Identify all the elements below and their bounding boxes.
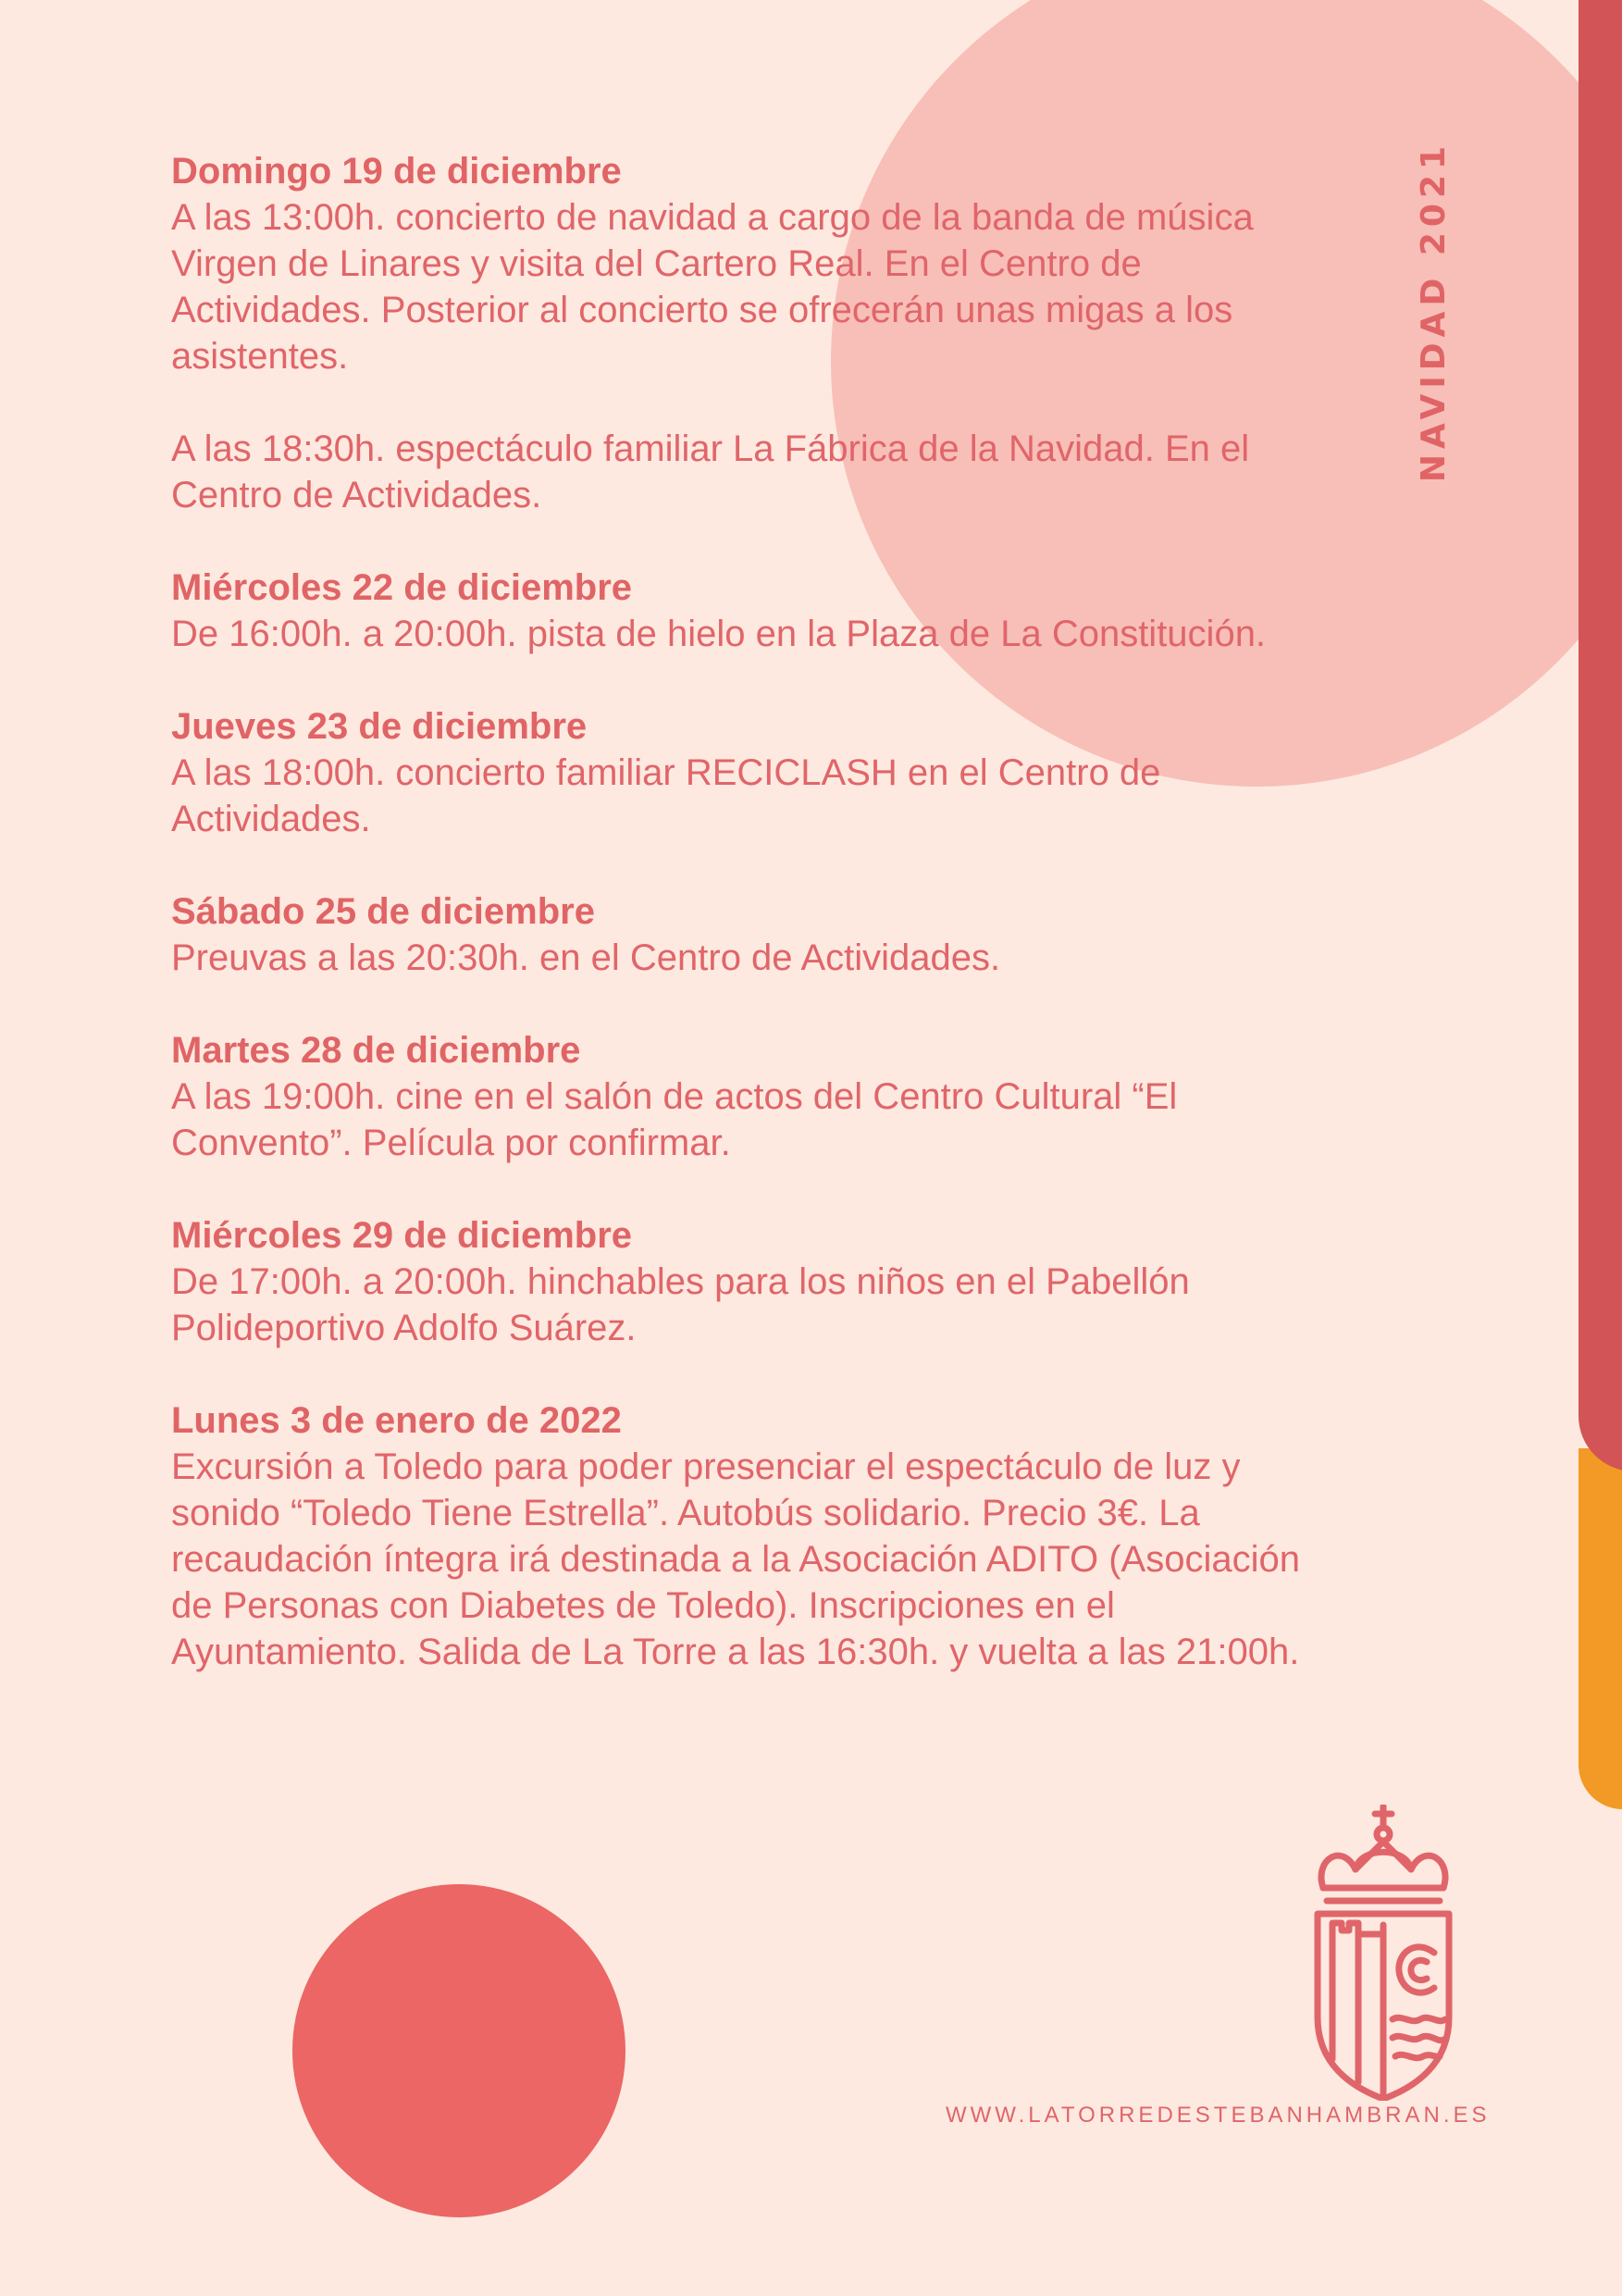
event-date: Miércoles 22 de diciembre [171,567,633,608]
event-block [171,148,1309,518]
event-description: A las 19:00h. cine en el salón de actos del Centro Cultural “El Convento”. Película por confirmar. [171,1076,1178,1163]
municipal-crest-icon [1305,1805,1462,2101]
side-band-red [1579,0,1622,1471]
event-date: Martes 28 de diciembre [171,1030,581,1071]
event-block [171,565,1309,657]
event-block [171,1027,1309,1166]
event-block [171,1397,1309,1675]
event-date: Sábado 25 de diciembre [171,891,595,932]
side-title-text: NAVIDAD 2021 [1415,140,1454,482]
event-date: Lunes 3 de enero de 2022 [171,1400,622,1441]
event-description: A las 18:00h. concierto familiar RECICLASH en el Centro de Actividades. [171,752,1161,839]
event-description: Preuvas a las 20:30h. en el Centro de Actividades. [171,937,1001,978]
event-date: Miércoles 29 de diciembre [171,1215,633,1256]
events-list [171,148,1309,1721]
event-date: Jueves 23 de diciembre [171,706,588,747]
event-description: De 17:00h. a 20:00h. hinchables para los niños en el Pabellón Polideportivo Adolfo Suárez. [171,1261,1190,1348]
decorative-small-circle [292,1884,625,2217]
side-band-orange [1579,1448,1622,1809]
event-block [171,1212,1309,1351]
event-description: A las 18:30h. espectáculo familiar La Fábrica de la Navidad. En el Centro de Actividades. [171,428,1250,515]
website-url[interactable]: WWW.LATORREDESTEBANHAMBRAN.ES [946,2103,1491,2128]
event-description: De 16:00h. a 20:00h. pista de hielo en la Plaza de La Constitución. [171,614,1267,654]
event-date: Domingo 19 de diciembre [171,151,622,192]
side-title [1408,140,1460,482]
event-description: Excursión a Toledo para poder presenciar el espectáculo de luz y sonido “Toledo Tiene Estrella”. Autobús solidario. Precio 3€. La recaudación íntegra irá destinada a la Asociación ADITO (Asociación de Personas con Diabetes de Toledo). Inscripciones en el Ayuntamiento. Salida de La Torre a las 16:30h. y vuelta a las 21:00h. [171,1446,1300,1672]
event-block [171,703,1309,842]
event-block [171,888,1309,981]
event-description: A las 13:00h. concierto de navidad a cargo de la banda de música Virgen de Linares y visita del Cartero Real. En el Centro de Actividades. Posterior al concierto se ofrecerán unas migas a los asistentes. [171,197,1254,377]
